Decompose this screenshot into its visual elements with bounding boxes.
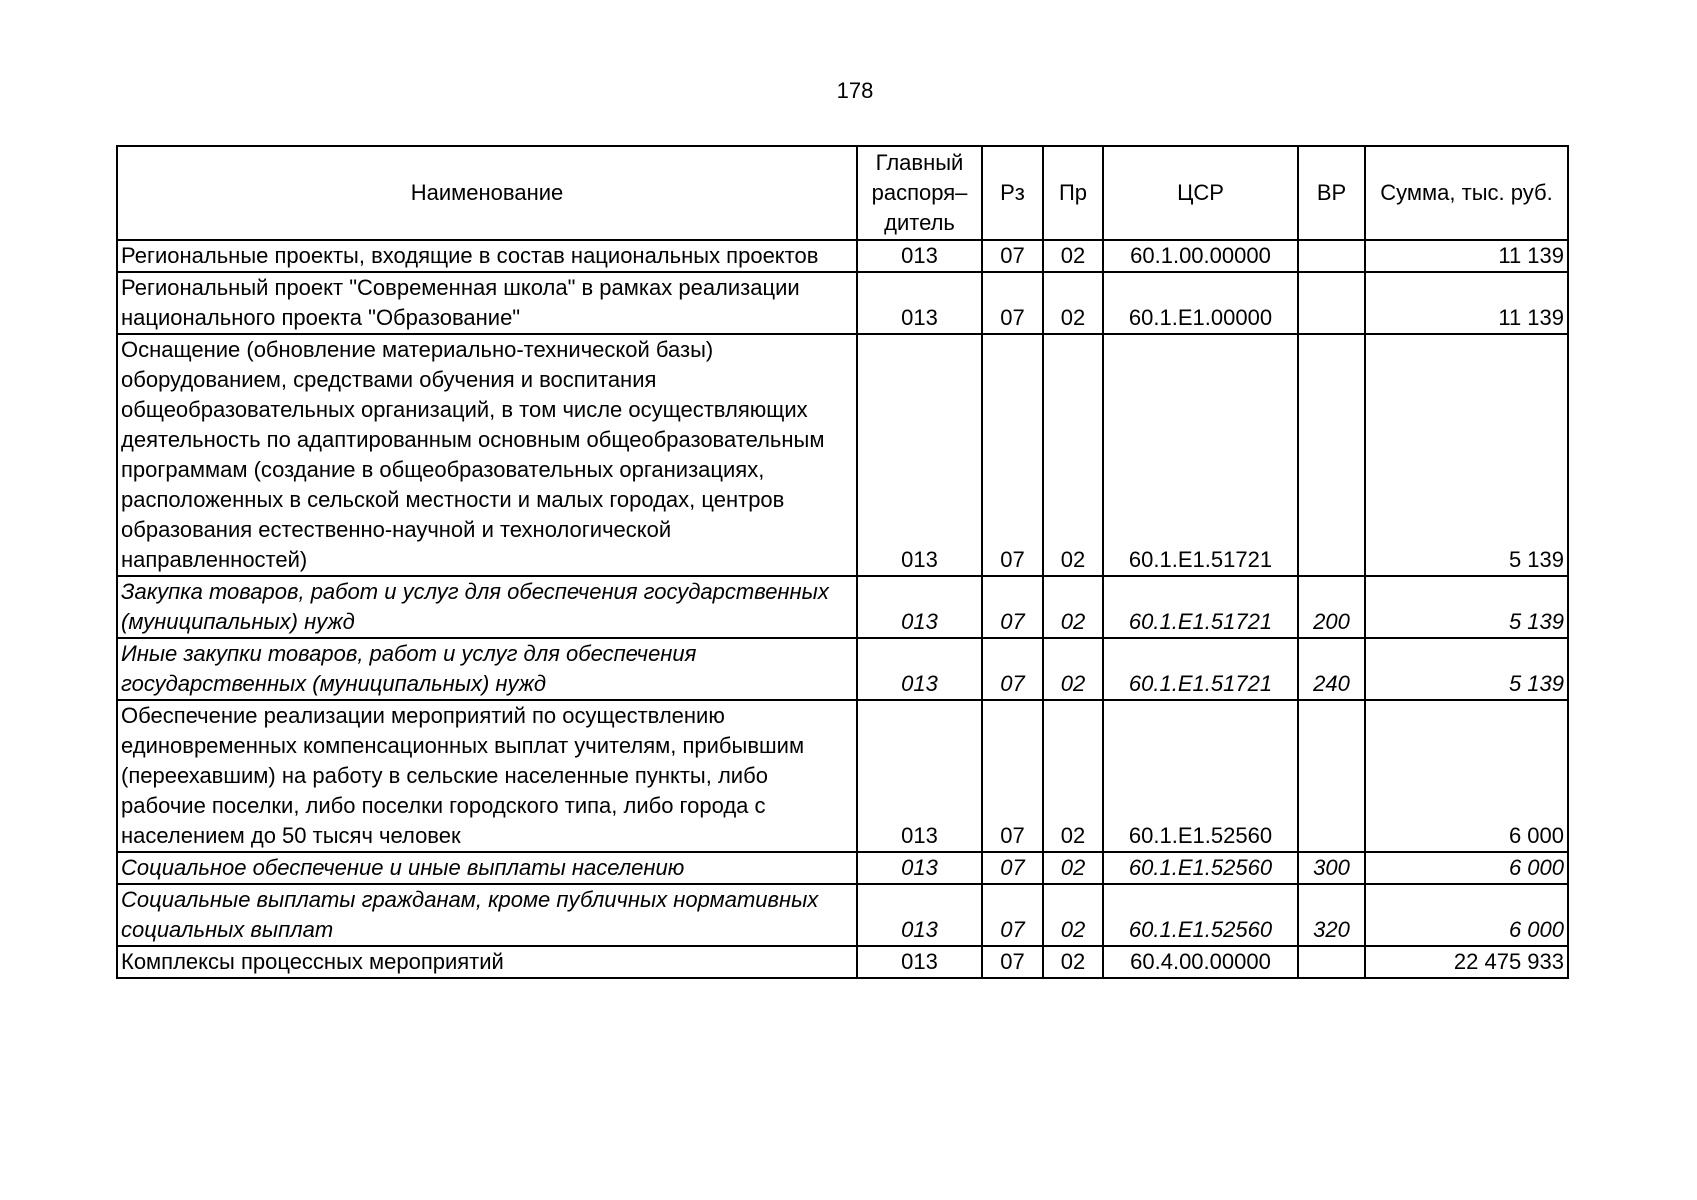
row-name: Оснащение (обновление материально-технической базы) оборудованием, средствами обучения и воспитания общеобразовательных организаций, в том числе осуществляющих деятельность по адаптированным основным общеобразовательным программам (создание в общеобразовательных организациях, расположенных в сельской местности и малых городах, центров образования естественно-научной и технологической направленностей) xyxy=(117,334,857,576)
row-rz: 07 xyxy=(982,884,1043,946)
row-vr: 320 xyxy=(1298,884,1365,946)
row-pr: 02 xyxy=(1043,700,1103,852)
row-rz: 07 xyxy=(982,272,1043,334)
header-vr: ВР xyxy=(1298,146,1365,240)
table-row xyxy=(117,638,1568,700)
row-pr: 02 xyxy=(1043,240,1103,272)
row-sum: 6 000 xyxy=(1365,700,1568,852)
row-name: Обеспечение реализации мероприятий по осуществлению единовременных компенсационных выплат учителям, прибывшим (переехавшим) на работу в сельские населенные пункты, либо рабочие поселки, либо поселки городского типа, либо города с населением до 50 тысяч человек xyxy=(117,700,857,852)
row-vr xyxy=(1298,240,1365,272)
row-sum: 6 000 xyxy=(1365,884,1568,946)
row-rz: 07 xyxy=(982,576,1043,638)
row-rz: 07 xyxy=(982,240,1043,272)
row-vr xyxy=(1298,334,1365,576)
row-csr: 60.1.E1.51721 xyxy=(1103,334,1298,576)
row-pr: 02 xyxy=(1043,638,1103,700)
row-name: Комплексы процессных мероприятий xyxy=(117,946,857,978)
row-csr: 60.1.E1.00000 xyxy=(1103,272,1298,334)
header-csr: ЦСР xyxy=(1103,146,1298,240)
row-name: Социальное обеспечение и иные выплаты населению xyxy=(117,852,857,884)
row-csr: 60.1.00.00000 xyxy=(1103,240,1298,272)
row-pr: 02 xyxy=(1043,884,1103,946)
row-csr: 60.1.E1.52560 xyxy=(1103,852,1298,884)
row-rz: 07 xyxy=(982,638,1043,700)
row-grbs: 013 xyxy=(857,884,982,946)
row-sum: 5 139 xyxy=(1365,334,1568,576)
header-rz: Рз xyxy=(982,146,1043,240)
row-grbs: 013 xyxy=(857,700,982,852)
row-rz: 07 xyxy=(982,334,1043,576)
row-csr: 60.1.E1.52560 xyxy=(1103,700,1298,852)
row-vr: 240 xyxy=(1298,638,1365,700)
row-csr: 60.1.E1.51721 xyxy=(1103,638,1298,700)
header-grbs: Главный распоря– дитель xyxy=(857,146,982,240)
row-grbs: 013 xyxy=(857,240,982,272)
header-pr: Пр xyxy=(1043,146,1103,240)
header-name: Наименование xyxy=(117,146,857,240)
table-row xyxy=(117,272,1568,334)
row-pr: 02 xyxy=(1043,576,1103,638)
table-header-row xyxy=(117,146,1568,240)
table-row xyxy=(117,700,1568,852)
row-sum: 5 139 xyxy=(1365,638,1568,700)
header-sum: Сумма, тыс. руб. xyxy=(1365,146,1568,240)
row-grbs: 013 xyxy=(857,852,982,884)
row-name: Закупка товаров, работ и услуг для обеспечения государственных (муниципальных) нужд xyxy=(117,576,857,638)
row-grbs: 013 xyxy=(857,334,982,576)
row-rz: 07 xyxy=(982,946,1043,978)
table-row xyxy=(117,240,1568,272)
row-vr: 300 xyxy=(1298,852,1365,884)
table-row xyxy=(117,852,1568,884)
row-sum: 5 139 xyxy=(1365,576,1568,638)
row-pr: 02 xyxy=(1043,946,1103,978)
row-csr: 60.1.E1.51721 xyxy=(1103,576,1298,638)
row-grbs: 013 xyxy=(857,576,982,638)
row-name: Региональный проект "Современная школа" в рамках реализации национального проекта "Образование" xyxy=(117,272,857,334)
row-vr: 200 xyxy=(1298,576,1365,638)
table-row xyxy=(117,576,1568,638)
row-grbs: 013 xyxy=(857,272,982,334)
row-vr xyxy=(1298,272,1365,334)
budget-table xyxy=(116,145,1569,979)
row-csr: 60.4.00.00000 xyxy=(1103,946,1298,978)
row-pr: 02 xyxy=(1043,272,1103,334)
row-pr: 02 xyxy=(1043,852,1103,884)
row-grbs: 013 xyxy=(857,638,982,700)
row-sum: 11 139 xyxy=(1365,272,1568,334)
row-name: Социальные выплаты гражданам, кроме публичных нормативных социальных выплат xyxy=(117,884,857,946)
row-rz: 07 xyxy=(982,852,1043,884)
row-rz: 07 xyxy=(982,700,1043,852)
row-sum: 11 139 xyxy=(1365,240,1568,272)
page-number: 178 xyxy=(836,78,874,103)
row-sum: 22 475 933 xyxy=(1365,946,1568,978)
row-csr: 60.1.E1.52560 xyxy=(1103,884,1298,946)
row-pr: 02 xyxy=(1043,334,1103,576)
row-name: Региональные проекты, входящие в состав национальных проектов xyxy=(117,240,857,272)
table-row xyxy=(117,334,1568,576)
table-row xyxy=(117,884,1568,946)
row-vr xyxy=(1298,700,1365,852)
table-row xyxy=(117,946,1568,978)
row-grbs: 013 xyxy=(857,946,982,978)
row-sum: 6 000 xyxy=(1365,852,1568,884)
row-name: Иные закупки товаров, работ и услуг для обеспечения государственных (муниципальных) нужд xyxy=(117,638,857,700)
row-vr xyxy=(1298,946,1365,978)
